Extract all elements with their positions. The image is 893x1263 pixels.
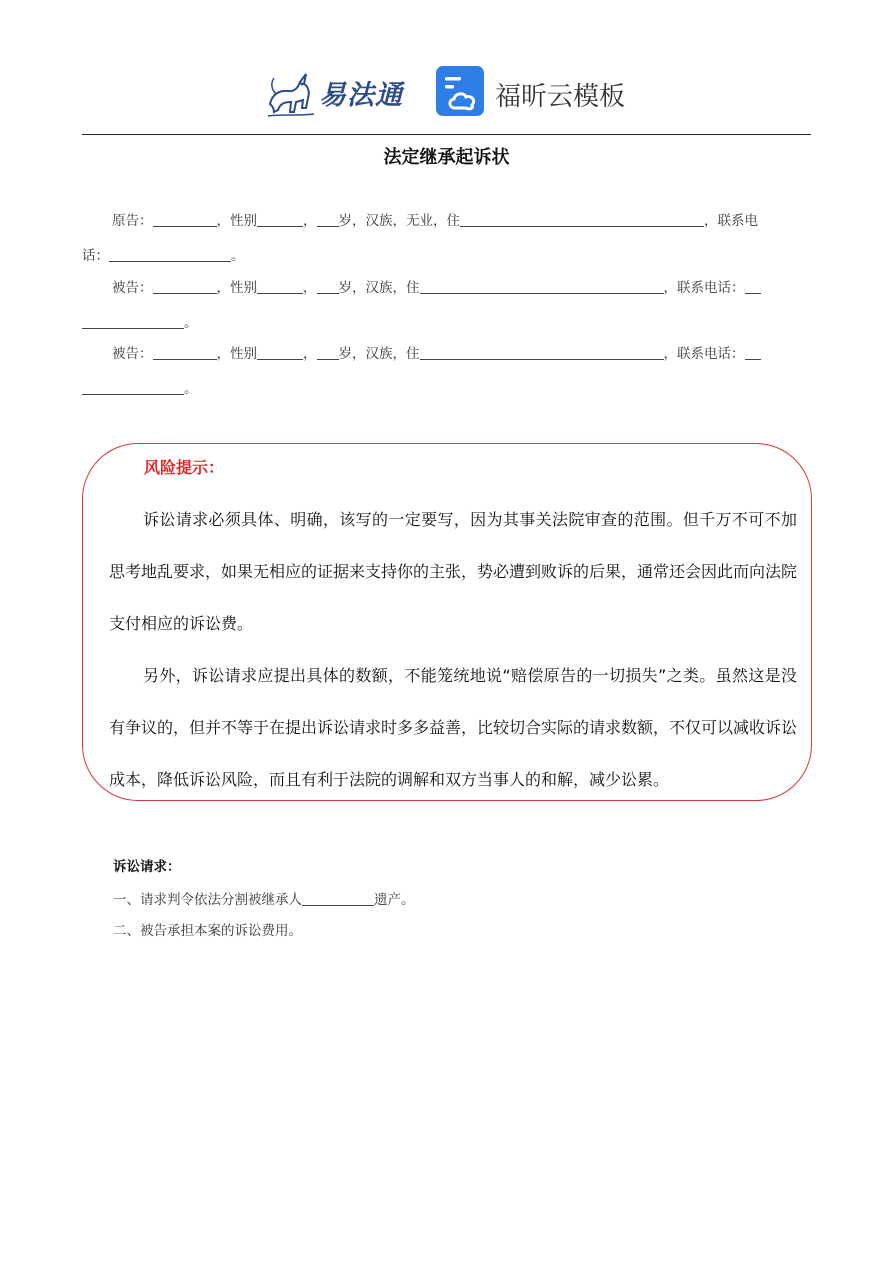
- phone-blank-start: [745, 345, 761, 360]
- fuxin-logo: [436, 66, 636, 120]
- plaintiff-label: 原告：: [112, 213, 153, 229]
- claim-item-1: [113, 885, 415, 916]
- period: 。: [184, 315, 198, 331]
- yifatong-logo: [262, 64, 412, 120]
- unicorn-icon: [262, 64, 320, 120]
- gender-label: ，性别: [216, 280, 257, 296]
- period: 。: [231, 248, 245, 264]
- phone-label-cont: 话：: [82, 248, 109, 264]
- fuxin-logo-text: 福昕云模板: [495, 82, 626, 112]
- name-blank: [153, 212, 217, 227]
- comma: ，: [303, 346, 317, 362]
- address-blank: [460, 212, 704, 227]
- gender-label: ，性别: [216, 213, 257, 229]
- header-logos: [0, 62, 893, 122]
- gender-label: ，性别: [216, 346, 257, 362]
- risk-warning-title: 风险提示：: [144, 458, 225, 477]
- yifatong-logo-text: 易法通: [319, 80, 403, 111]
- age-label: 岁，汉族，住: [338, 346, 420, 362]
- claims-heading: 诉讼请求：: [113, 859, 181, 875]
- phone-blank: [109, 247, 231, 262]
- plaintiff-section: [82, 204, 812, 274]
- risk-warning-box: [82, 443, 812, 801]
- cloud-doc-icon: [436, 66, 484, 116]
- age-blank: [317, 345, 339, 360]
- phone-label: ，联系电: [704, 213, 758, 229]
- risk-warning-body: [109, 494, 797, 806]
- phone-label: ，联系电话：: [663, 346, 745, 362]
- defendant-section-1: [82, 271, 812, 341]
- gender-blank: [257, 279, 303, 294]
- gender-blank: [257, 345, 303, 360]
- defendant-label: 被告：: [112, 346, 153, 362]
- defendant-section-2: [82, 337, 812, 407]
- comma: ，: [303, 213, 317, 229]
- claim-item-2: 二、被告承担本案的诉讼费用。: [113, 923, 302, 939]
- address-blank: [420, 279, 664, 294]
- claim-1-text: 一、请求判令依法分割被继承人: [113, 892, 302, 908]
- phone-blank: [82, 314, 184, 329]
- age-blank: [317, 279, 339, 294]
- period: 。: [184, 381, 198, 397]
- document-title: 法定继承起诉状: [383, 147, 510, 168]
- phone-blank: [82, 380, 184, 395]
- defendant-label: 被告：: [112, 280, 153, 296]
- age-label: 岁，汉族，住: [338, 280, 420, 296]
- claims-section: [113, 855, 415, 947]
- comma: ，: [303, 280, 317, 296]
- phone-blank-start: [745, 279, 761, 294]
- header-divider: [82, 134, 811, 135]
- claim-1-end: 遗产。: [374, 892, 415, 908]
- risk-paragraph-1: 诉讼请求必须具体、明确，该写的一定要写，因为其事关法院审查的范围。但千万不可不加思考地乱要求，如果无相应的证据来支持你的主张，势必遭到败诉的后果，通常还会因此而向法院支付相应的诉讼费。: [109, 510, 798, 633]
- age-blank: [317, 212, 339, 227]
- phone-label: ，联系电话：: [663, 280, 745, 296]
- decedent-blank: [302, 891, 374, 906]
- gender-blank: [257, 212, 303, 227]
- age-label: 岁，汉族，无业，住: [338, 213, 460, 229]
- name-blank: [153, 345, 217, 360]
- name-blank: [153, 279, 217, 294]
- risk-paragraph-2: 另外，诉讼请求应提出具体的数额，不能笼统地说“赔偿原告的一切损失”之类。虽然这是没有争议的，但并不等于在提出诉讼请求时多多益善，比较切合实际的请求数额，不仅可以减收诉讼成本，降低诉讼风险，而且有利于法院的调解和双方当事人的和解，减少讼累。: [109, 666, 798, 789]
- address-blank: [420, 345, 664, 360]
